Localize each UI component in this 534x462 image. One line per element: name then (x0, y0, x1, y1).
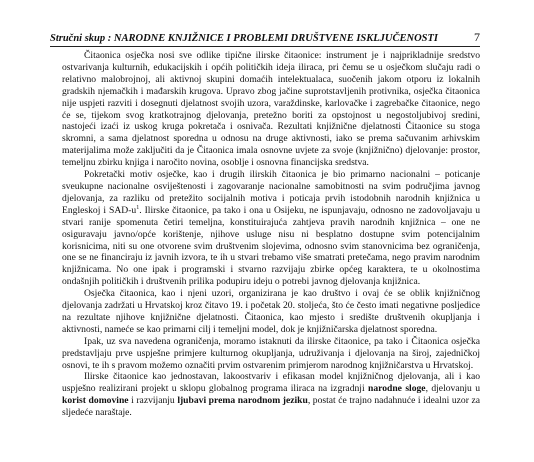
paragraph-1: Čitaonica osječka nosi sve odlike tipične ilirske čitaonice: instrument je i najprikladnije sredstvo ostvarivanja kulturnih, edukacijskih i općih političkih ideja iliraca, pri čemu se u osječkom slučaju radi o relativno malobrojnoj, ali aktivnoj skupini domaćih intelektualaca, suočenih jakom otporu iz lokalnih gradskih njemačkih i mađarskih krugova. Upravo zbog jačine suprotstavljenih protivnika, osječka čitaonica nije uspjeti razviti i dosegnuti djelatnost svojih uzora, varaždinske, karlovačke i zagrebačke čitaonice, nego će se, tijekom svog kratkotrajnog djelovanja, pretežno boriti za opstojnost u negostoljubivoj sredini, nastojeći izaći iz uskog kruga pokretača i osnivača. Rezultati knjižnične djelatnosti Čitaonice su stoga skromni, a sama djelatnost sporedna u odnosu na druge aktivnosti, iako se prema sačuvanim arhivskim materijalima može zaključiti da je Čitaonica imala osnovne uvjete za svoje (knjižnično) djelovanje: prostor, temeljnu zbirku knjiga i naročito novina, osoblje i osnovna financijska sredstva. (62, 50, 480, 169)
paragraph-2-text-b: . Ilirske čitaonice, pa tako i ona u Osijeku, ne ispunjavaju, odnosno ne zadovoljavaju u stvari ranije spomenuta četiri temeljna, konstituirajuća zahtjeva pravih narodnih knjižnica – one ne osiguravaju javno/opće korištenje, njihove usluge nisu ni besplatno dostupne svim potencijalnim korisnicima, niti su one otvorene svim društvenim slojevima, odnosno svim stanovnicima bez ograničenja, one se ne financiraju iz javnih izvora, te ih u stvari trebamo više smatrati pretečama, nego pravim narodnim knjižnicama. No one ipak i programski i stvarno razvijaju zbirke općeg karaktera, te u okolnostima ondašnjih političkih i društvenih prilika podupiru ideju o potrebi javnog djelovanja knjižnica. (62, 204, 480, 288)
header-title: Stručni skup : NARODNE KNJIŽNICE I PROBLEMI DRUŠTVENE ISKLJUČENOSTI (50, 33, 439, 44)
paragraph-4: Ipak, uz sva navedena ograničenja, moramo istaknuti da ilirske čitaonice, pa tako i Čitaonica osječka predstavljaju prve uspješne primjere kulturnog okupljanja, udruživanja i djelovanja na široj, zajedničkoj osnovi, te ih s pravom možemo označiti prvim ostvarenim primjerom narodnog knjižničarstva u Hrvatskoj. (62, 335, 480, 371)
paragraph-2-text-a: Pokretački motiv osječke, kao i drugih ilirskih čitaonica je bio primarno nacionalni – poticanje sveukupne nacionalne osviještenosti i zagovaranje nacionalne samobitnosti na svim područjima javnog djelovanja, za razliku od pretežito socijalnih motiva i poticaja prvih istodobnih narodnih knjižnica u Engleskoj i SAD-u (62, 169, 480, 216)
header-rule (50, 46, 480, 47)
page-number: 7 (474, 30, 480, 44)
paragraph-5-text-b: , djelovanju u (425, 383, 481, 395)
running-header (50, 30, 480, 45)
emphasis-narodne-sloge: narodne sloge (368, 383, 426, 395)
paragraph-5-text-a: Ilirske čitaonice kao jednostavan, lakoostvariv i efikasan model knjižničnog djelovanja, ali i kao uspješno realizirani projekt u sklopu globalnog programa iliraca na izgradnji (62, 371, 480, 395)
paragraph-5 (62, 371, 480, 419)
paragraph-5-text-d: , postat će trajno nadahnuće i idealni uzor za sljedeće naraštaje. (62, 395, 481, 419)
body-text (62, 50, 480, 419)
paragraph-2 (62, 169, 480, 288)
paragraph-5-text-c: i razvijanju (128, 395, 178, 407)
emphasis-ljubavi-jeziku: ljubavi prema narodnom jeziku (177, 395, 308, 407)
emphasis-korist-domovine: korist domovine (62, 395, 129, 407)
paragraph-3: Osječka čitaonica, kao i njeni uzori, organizirana je kao društvo i ovaj će se oblik knjižničnog djelovanja zadržati u Hrvatskoj kroz čitavo 19. i početak 20. stoljeća, što će često imati negativne posljedice na rezultate njihove knjižnične djelatnosti. Čitaonica, kao mjesto i središte društvenih okupljanja i aktivnosti, nameće se kao primarni cilj i temeljni model, dok je knjižničarska djelatnost sporedna. (62, 288, 480, 335)
footnote-ref[interactable]: 1 (136, 204, 140, 211)
